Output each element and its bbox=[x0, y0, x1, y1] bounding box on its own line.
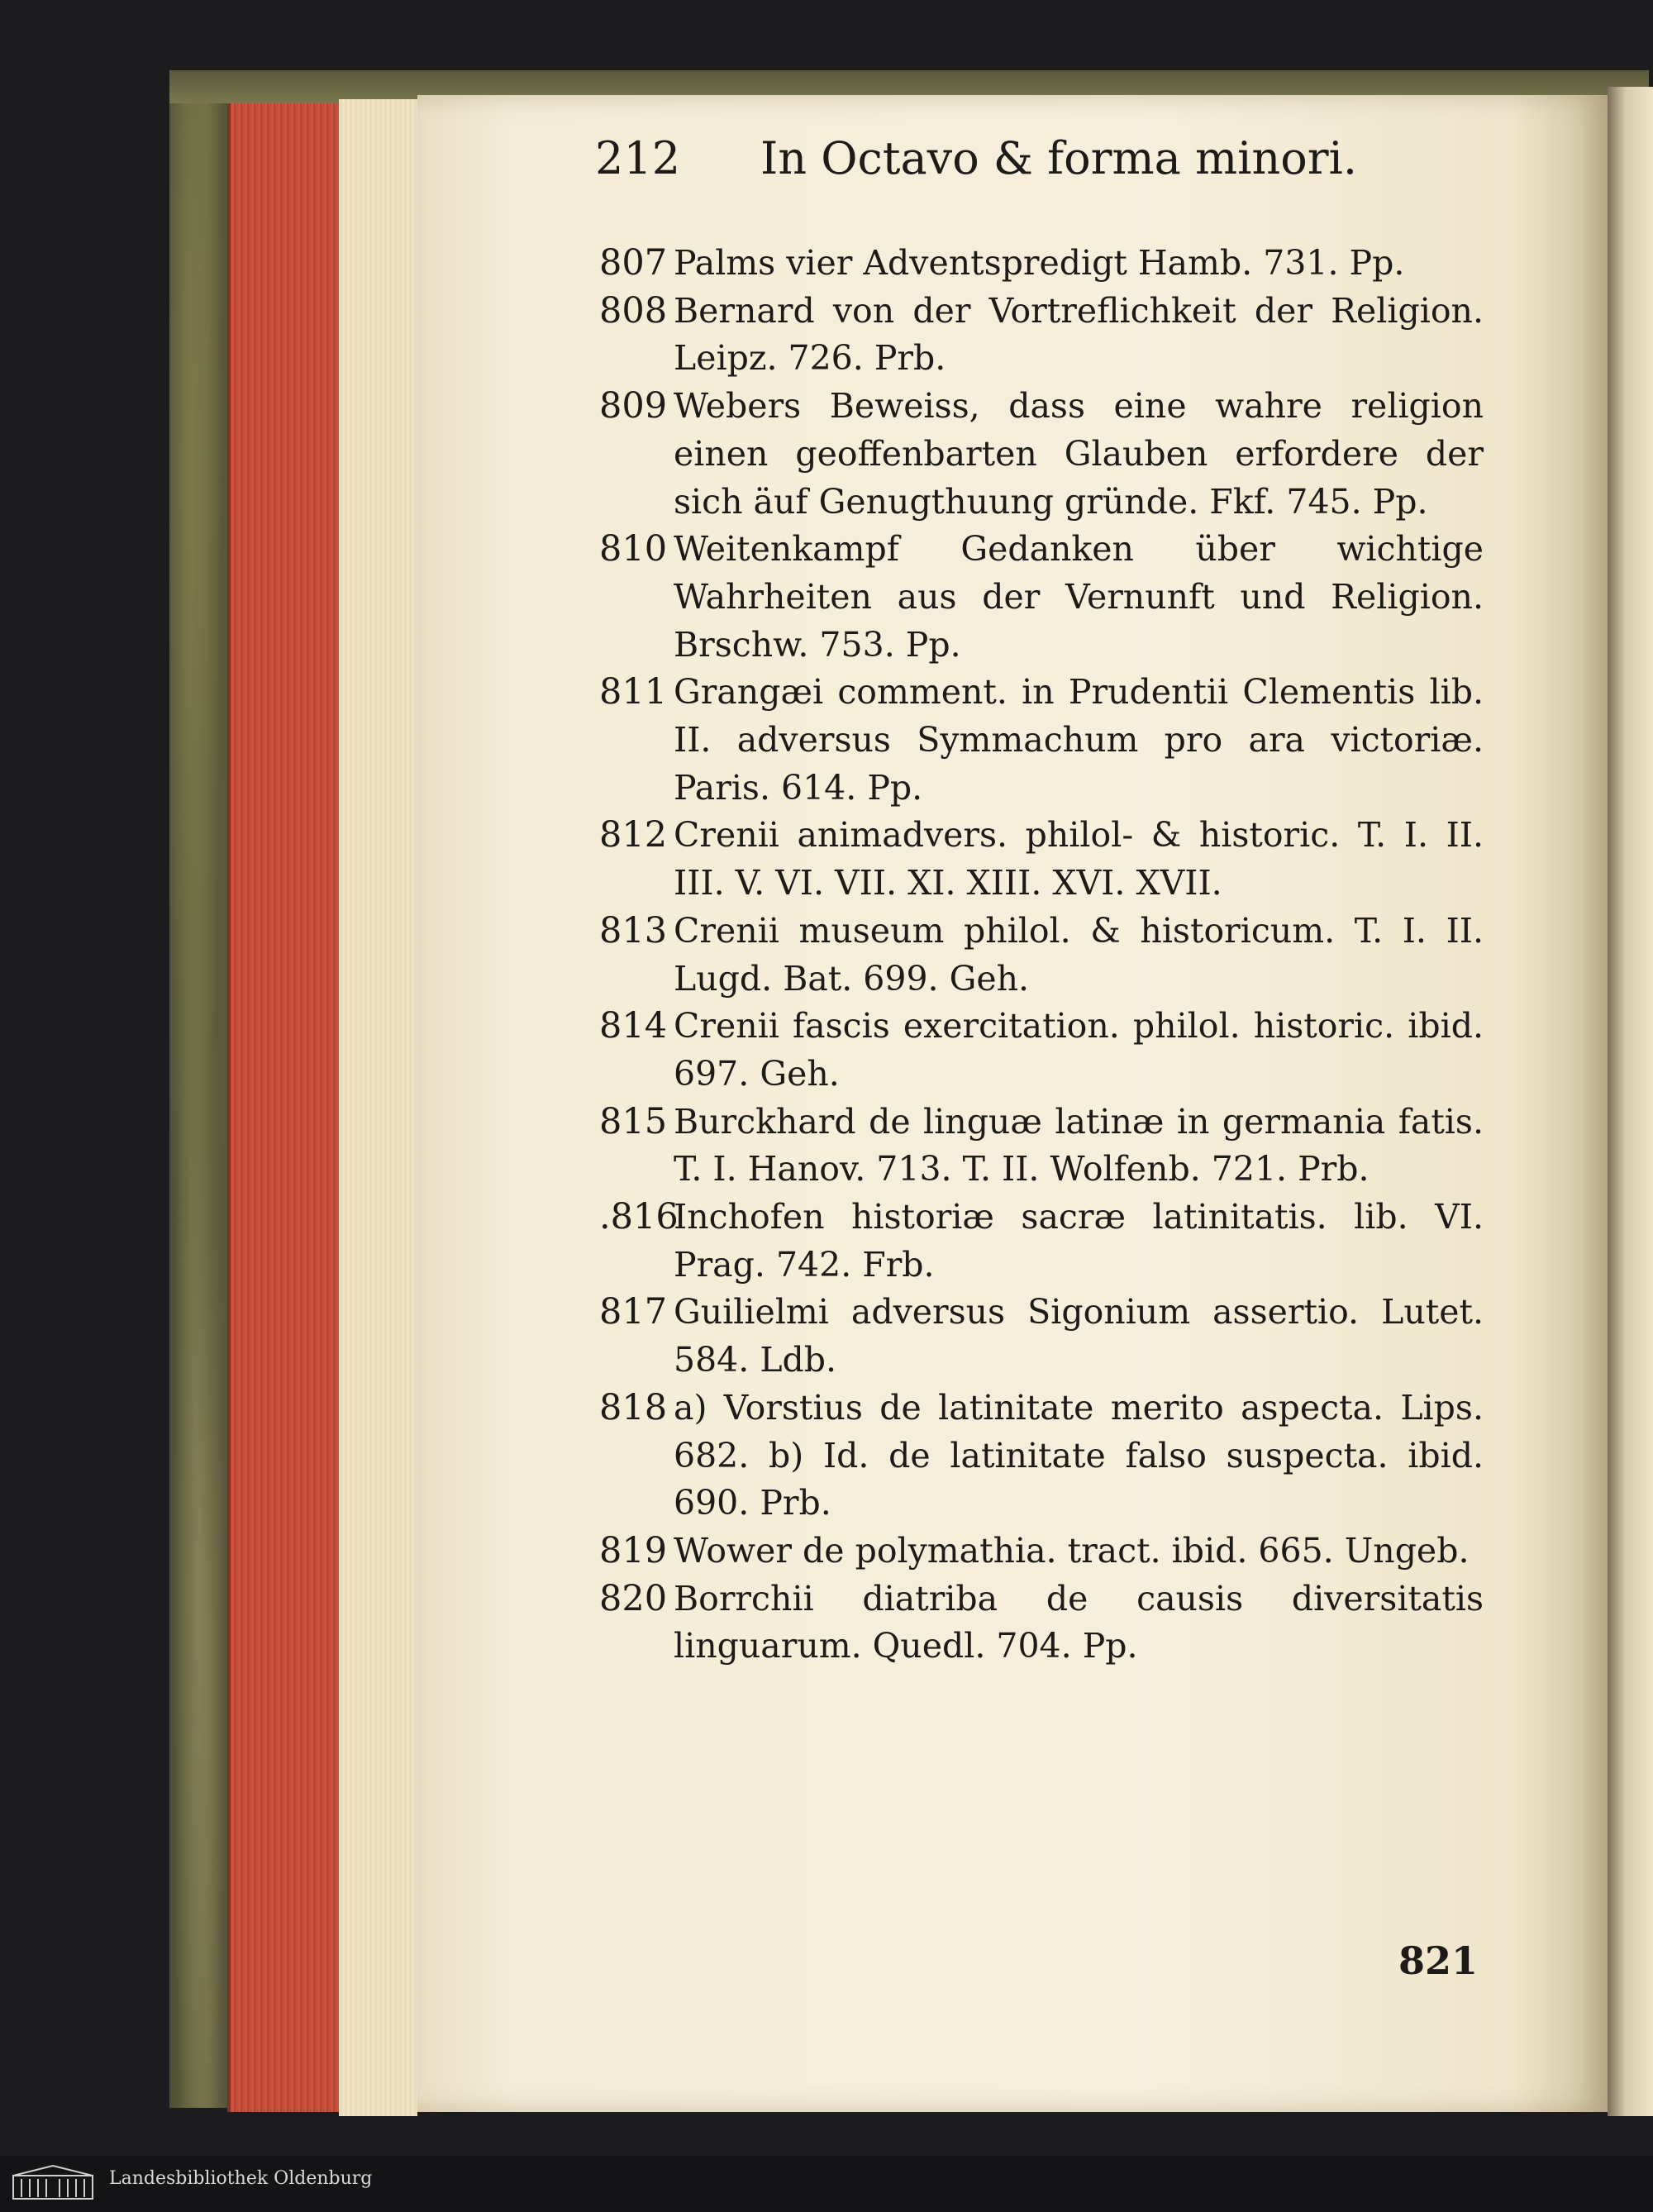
entry-text: Crenii animadvers. philol- & historic. T. I. II. III. V. VI. VII. XI. XIII. XVI. XVII. bbox=[674, 815, 1484, 903]
catalogue-entry bbox=[599, 1099, 1484, 1194]
running-title: In Octavo & forma minori. bbox=[760, 132, 1357, 184]
entry-text: a) Vorstius de latinitate merito aspecta. Lips. 682. b) Id. de latinitate falso suspecta. ibid. 690. Prb. bbox=[674, 1387, 1484, 1523]
entry-text: Crenii fascis exercitation. philol. historic. ibid. 697. Geh. bbox=[674, 1006, 1484, 1094]
entry-number: 810 bbox=[599, 528, 668, 570]
catalogue-entry bbox=[599, 1385, 1484, 1528]
entry-number: .816 bbox=[599, 1196, 679, 1238]
entry-text: Inchofen historiæ sacræ latinitatis. lib. VI. Prag. 742. Frb. bbox=[674, 1197, 1484, 1285]
entry-number: 812 bbox=[599, 814, 668, 856]
entry-number: 820 bbox=[599, 1577, 668, 1619]
entry-number: 813 bbox=[599, 909, 668, 951]
catalogue-entry bbox=[599, 526, 1484, 669]
entry-text: Palms vier Adventspredigt Hamb. 731. Pp. bbox=[674, 243, 1405, 283]
catalogue-entry bbox=[599, 240, 1484, 288]
catalogue-entry bbox=[599, 1528, 1484, 1576]
entry-text: Bernard von der Vortreflichkeit der Religion. Leipz. 726. Prb. bbox=[674, 290, 1484, 379]
catalogue-entry bbox=[599, 1576, 1484, 1671]
red-page-edges bbox=[227, 103, 342, 2112]
entry-text: Webers Beweiss, dass eine wahre religion einen geoffenbarten Glauben erfordere der sich äuf Genugthuung gründe. Fkf. 745. Pp. bbox=[674, 386, 1484, 522]
page-header bbox=[595, 132, 1504, 198]
catalogue-entry bbox=[599, 288, 1484, 383]
entry-number: 818 bbox=[599, 1386, 668, 1428]
entry-text: Wower de polymathia. tract. ibid. 665. Ungeb. bbox=[674, 1530, 1470, 1571]
entry-text: Borrchii diatriba de causis diversitatis linguarum. Quedl. 704. Pp. bbox=[674, 1578, 1484, 1666]
catalogue-entry bbox=[599, 1003, 1484, 1098]
entry-number: 819 bbox=[599, 1529, 668, 1571]
library-building-icon bbox=[12, 2164, 94, 2200]
entry-number: 807 bbox=[599, 242, 668, 284]
library-credit: Landesbibliothek Oldenburg bbox=[109, 2168, 373, 2189]
page-edges bbox=[339, 99, 417, 2116]
entry-text: Weitenkampf Gedanken über wichtige Wahrheiten aus der Vernunft und Religion. Brschw. 753. Pp. bbox=[674, 529, 1484, 665]
entry-text: Crenii museum philol. & historicum. T. I. II. Lugd. Bat. 699. Geh. bbox=[674, 910, 1484, 999]
page-number: 212 bbox=[595, 132, 681, 184]
entry-number: 815 bbox=[599, 1100, 668, 1142]
entry-text: Grangæi comment. in Prudentii Clementis lib. II. adversus Symmachum pro ara victoriæ. Paris. 614. Pp. bbox=[674, 672, 1484, 808]
catalogue-entry bbox=[599, 669, 1484, 812]
catalogue-entry bbox=[599, 812, 1484, 907]
catchword: 821 bbox=[1398, 1938, 1479, 1983]
entry-text: Guilielmi adversus Sigonium assertio. Lutet. 584. Ldb. bbox=[674, 1292, 1484, 1380]
catalogue-entry bbox=[599, 908, 1484, 1003]
entry-number: 811 bbox=[599, 671, 668, 713]
entry-text: Burckhard de linguæ latinæ in germania fatis. T. I. Hanov. 713. T. II. Wolfenb. 721. Prb. bbox=[674, 1101, 1484, 1189]
entry-number: 808 bbox=[599, 289, 668, 331]
facing-page-edge bbox=[1608, 87, 1653, 2116]
catalogue-entry bbox=[599, 383, 1484, 526]
entry-number: 809 bbox=[599, 385, 668, 427]
entry-number: 814 bbox=[599, 1005, 668, 1047]
catalogue-entries bbox=[599, 240, 1484, 1671]
catalogue-entry bbox=[599, 1289, 1484, 1384]
entry-number: 817 bbox=[599, 1291, 668, 1333]
catalogue-entry bbox=[599, 1194, 1484, 1289]
